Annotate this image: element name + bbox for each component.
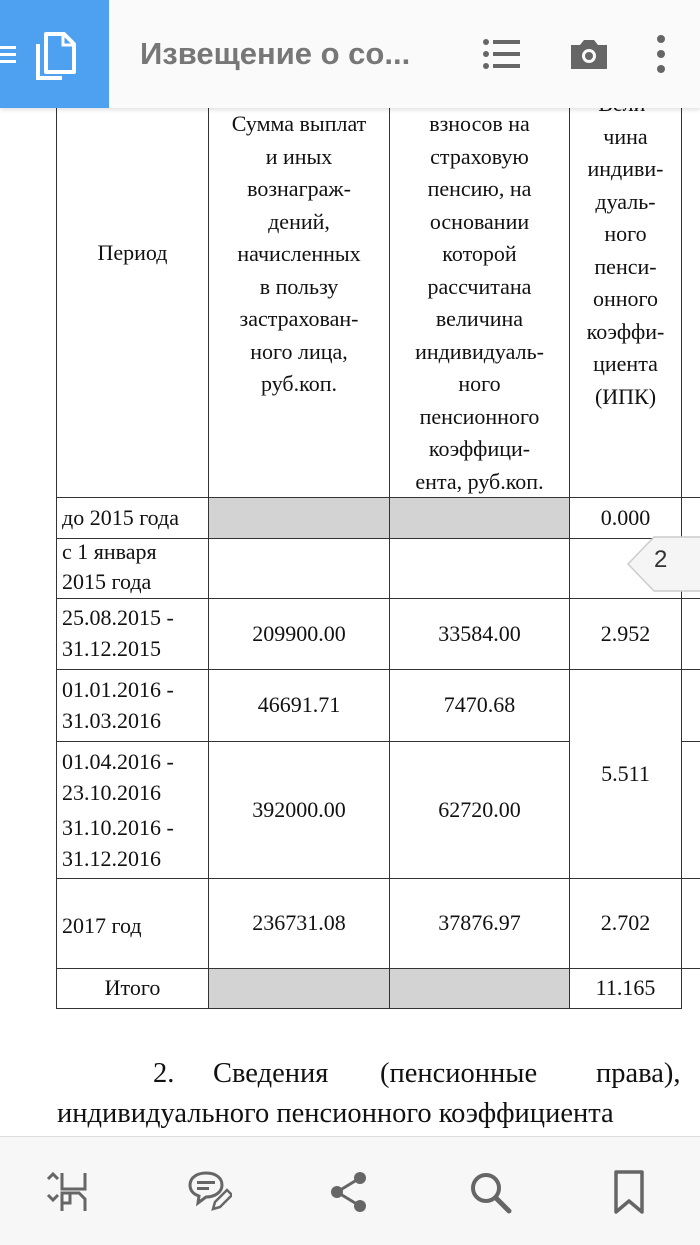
table-border: [56, 598, 700, 599]
table-row-payments: 209900.00: [252, 621, 346, 646]
table-row-contributions: 7470.68: [443, 692, 516, 717]
table-row-ipk: 5.511: [601, 761, 650, 786]
table-row-period: с 1 января 2015 года: [62, 539, 157, 594]
share-icon: [326, 1169, 372, 1215]
table-border: [56, 1008, 682, 1009]
paragraph-word: (пенсионные: [380, 1058, 538, 1089]
shaded-cell: [209, 969, 389, 1008]
bottom-toolbar: [0, 1136, 700, 1245]
table-row-period: 01.01.2016 - 31.03.2016: [62, 677, 174, 733]
page-number-label: 2: [654, 546, 668, 573]
search-icon: [467, 1169, 513, 1215]
contents-list-button[interactable]: [478, 30, 526, 78]
table-row-period: 25.08.2015 - 31.12.2015: [62, 605, 174, 661]
table-border: [56, 497, 700, 498]
table-row-period: до 2015 года: [62, 505, 179, 530]
comments-button[interactable]: [186, 1169, 232, 1215]
table-row-ipk: 0.000: [600, 505, 651, 530]
table-border: [56, 741, 570, 742]
table-border: [56, 968, 700, 969]
table-row-payments: 392000.00: [252, 797, 346, 822]
table-row-payments: 236731.08: [252, 910, 346, 935]
table-row-period: 2017 год: [62, 913, 142, 938]
shaded-cell: [390, 498, 569, 538]
header-payments: Сумма выплат и иных вознаграж- дений, начисленных в пользу застрахован- ного лица, руб.коп.: [231, 111, 367, 396]
table-row-contributions: 33584.00: [438, 621, 521, 646]
table-border: [681, 741, 700, 742]
header-ipk: чина индиви- дуаль- ного пенси- онного коэффи- циента (ИПК): [586, 123, 665, 409]
paragraph-number: 2.: [153, 1058, 175, 1089]
table-border: [56, 878, 700, 879]
paragraph-word: Сведения: [213, 1058, 329, 1089]
app-bar: [0, 0, 700, 108]
shaded-cell: [209, 498, 389, 538]
table-border: [56, 669, 700, 670]
screenshot-button[interactable]: [565, 30, 613, 78]
header-contributions: взносов на страховую пенсию, на основании которой рассчитана величина индивидуаль- ного пенсионного коэффици- ента, руб.коп.: [415, 111, 544, 494]
reflow-icon: [45, 1169, 91, 1215]
paragraph-word: права),: [596, 1058, 681, 1089]
table-row-payments: 46691.71: [257, 692, 341, 717]
comment-icon: [186, 1169, 232, 1215]
table-row-period: Итого: [104, 975, 161, 1000]
list-icon: [478, 30, 526, 78]
header-period: Период: [97, 240, 168, 265]
camera-icon: [565, 30, 613, 78]
more-vert-icon: [637, 30, 685, 78]
share-button[interactable]: [326, 1169, 372, 1215]
more-options-button[interactable]: [637, 30, 685, 78]
paragraph-line: индивидуального пенсионного коэффициента: [57, 1098, 614, 1129]
table-row-contributions: 37876.97: [438, 910, 521, 935]
table-row-contributions: 62720.00: [438, 797, 521, 822]
table-row-ipk: 2.952: [600, 621, 651, 646]
table-row-ipk: 11.165: [595, 975, 656, 1000]
search-button[interactable]: [467, 1169, 513, 1215]
document-menu-button[interactable]: [0, 0, 109, 108]
table-row-ipk: 2.702: [600, 910, 651, 935]
bookmark-icon: [606, 1169, 652, 1215]
reflow-button[interactable]: [45, 1169, 91, 1215]
shaded-cell: [390, 969, 569, 1008]
page-number-badge[interactable]: [626, 536, 700, 592]
table-row-period: 01.04.2016 - 23.10.2016 31.10.2016 - 31.12.2016: [62, 749, 174, 871]
documents-icon: [0, 0, 109, 108]
document-title: Извещение о со...: [140, 36, 411, 71]
bookmark-button[interactable]: [606, 1169, 652, 1215]
